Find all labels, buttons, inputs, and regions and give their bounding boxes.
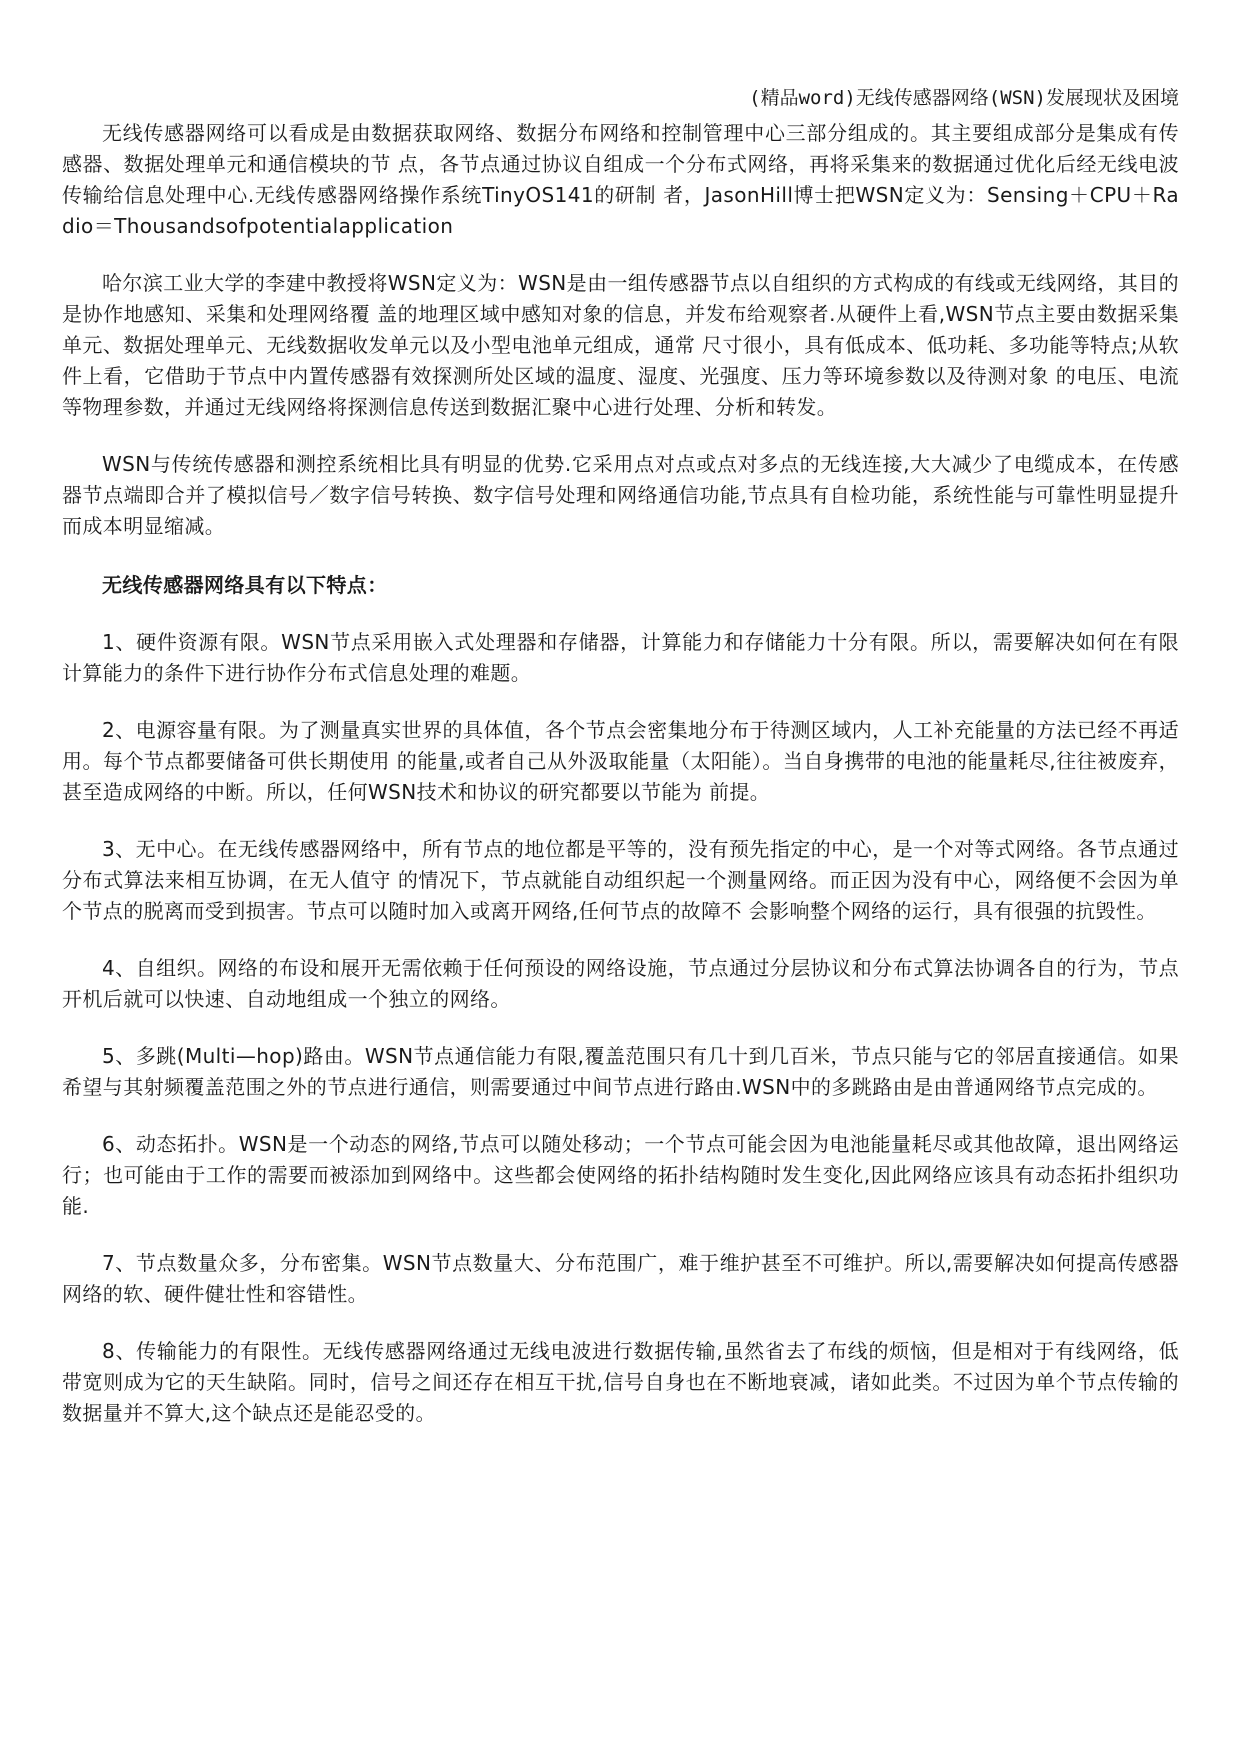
feature-item-hardware: 1、硬件资源有限。WSN节点采用嵌入式处理器和存储器，计算能力和存储能力十分有限。所以，需要解决如何在有限计算能力的条件下进行协作分布式信息处理的难题。	[62, 630, 1179, 685]
paragraph-wsn-definition: 哈尔滨工业大学的李建中教授将WSN定义为：WSN是由一组传感器节点以自组织的方式构成的有线或无线网络，其目的是协作地感知、采集和处理网络覆 盖的地理区域中感知对象的信息，并发布给观察者.从硬件上看,WSN节点主要由数据采集单元、数据处理单元、无线数据收发单元以及小型电池单元组成，通常 尺寸很小，具有低成本、低功耗、多功能等特点;从软件上看，它借助于节点中内置传感器有效探测所处区域的温度、湿度、光强度、压力等环境参数以及待测对象 的电压、电流等物理参数，并通过无线网络将探测信息传送到数据汇聚中心进行处理、分析和转发。	[62, 271, 1179, 419]
running-header-title: (精品word)无线传感器网络(WSN)发展现状及困境	[749, 87, 1179, 109]
feature-item-power: 2、电源容量有限。为了测量真实世界的具体值，各个节点会密集地分布于待测区域内，人工补充能量的方法已经不再适用。每个节点都要储备可供长期使用 的能量,或者自己从外汲取能量（太阳能）。当自身携带的电池的能量耗尽,往往被废弃，甚至造成网络的中断。所以，任何WSN技术和协议的研究都要以节能为 前提。	[62, 718, 1179, 804]
document-body	[62, 118, 1179, 1455]
feature-item-multi-hop: 5、多跳(Multi—hop)路由。WSN节点通信能力有限,覆盖范围只有几十到几百米，节点只能与它的邻居直接通信。如果希望与其射频覆盖范围之外的节点进行通信，则需要通过中间节点进行路由.WSN中的多跳路由是由普通网络节点完成的。	[62, 1044, 1179, 1099]
feature-item-dynamic-topology: 6、动态拓扑。WSN是一个动态的网络,节点可以随处移动；一个节点可能会因为电池能量耗尽或其他故障，退出网络运行；也可能由于工作的需要而被添加到网络中。这些都会使网络的拓扑结构随时发生变化,因此网络应该具有动态拓扑组织功能.	[62, 1132, 1179, 1218]
section-heading-features: 无线传感器网络具有以下特点：	[102, 573, 388, 597]
feature-item-decentralized: 3、无中心。在无线传感器网络中，所有节点的地位都是平等的，没有预先指定的中心，是一个对等式网络。各节点通过分布式算法来相互协调，在无人值守 的情况下，节点就能自动组织起一个测量网络。而正因为没有中心，网络便不会因为单个节点的脱离而受到损害。节点可以随时加入或离开网络,任何节点的故障不 会影响整个网络的运行，具有很强的抗毁性。	[62, 837, 1179, 923]
feature-item-self-organizing: 4、自组织。网络的布设和展开无需依赖于任何预设的网络设施，节点通过分层协议和分布式算法协调各自的行为，节点开机后就可以快速、自动地组成一个独立的网络。	[62, 956, 1179, 1011]
paragraph-wsn-advantages: WSN与传统传感器和测控系统相比具有明显的优势.它采用点对点或点对多点的无线连接,大大减少了电缆成本，在传感器节点端即合并了模拟信号／数字信号转换、数字信号处理和网络通信功能,节点具有自检功能，系统性能与可靠性明显提升而成本明显缩减。	[62, 452, 1179, 538]
paragraph-wsn-composition: 无线传感器网络可以看成是由数据获取网络、数据分布网络和控制管理中心三部分组成的。其主要组成部分是集成有传感器、数据处理单元和通信模块的节 点，各节点通过协议自组成一个分布式网络，再将采集来的数据通过优化后经无线电波传输给信息处理中心.无线传感器网络操作系统TinyOS141的研制 者，JasonHill博士把WSN定义为：Sensing＋CPU＋Radio＝Thousandsofpotentialapplication	[62, 121, 1179, 238]
feature-item-transmission: 8、传输能力的有限性。无线传感器网络通过无线电波进行数据传输,虽然省去了布线的烦恼，但是相对于有线网络，低带宽则成为它的天生缺陷。同时，信号之间还存在相互干扰,信号自身也在不断地衰减，诸如此类。不过因为单个节点传输的数据量并不算大,这个缺点还是能忍受的。	[62, 1339, 1179, 1425]
feature-item-node-density: 7、节点数量众多，分布密集。WSN节点数量大、分布范围广，难于维护甚至不可维护。所以,需要解决如何提高传感器网络的软、硬件健壮性和容错性。	[62, 1251, 1179, 1306]
